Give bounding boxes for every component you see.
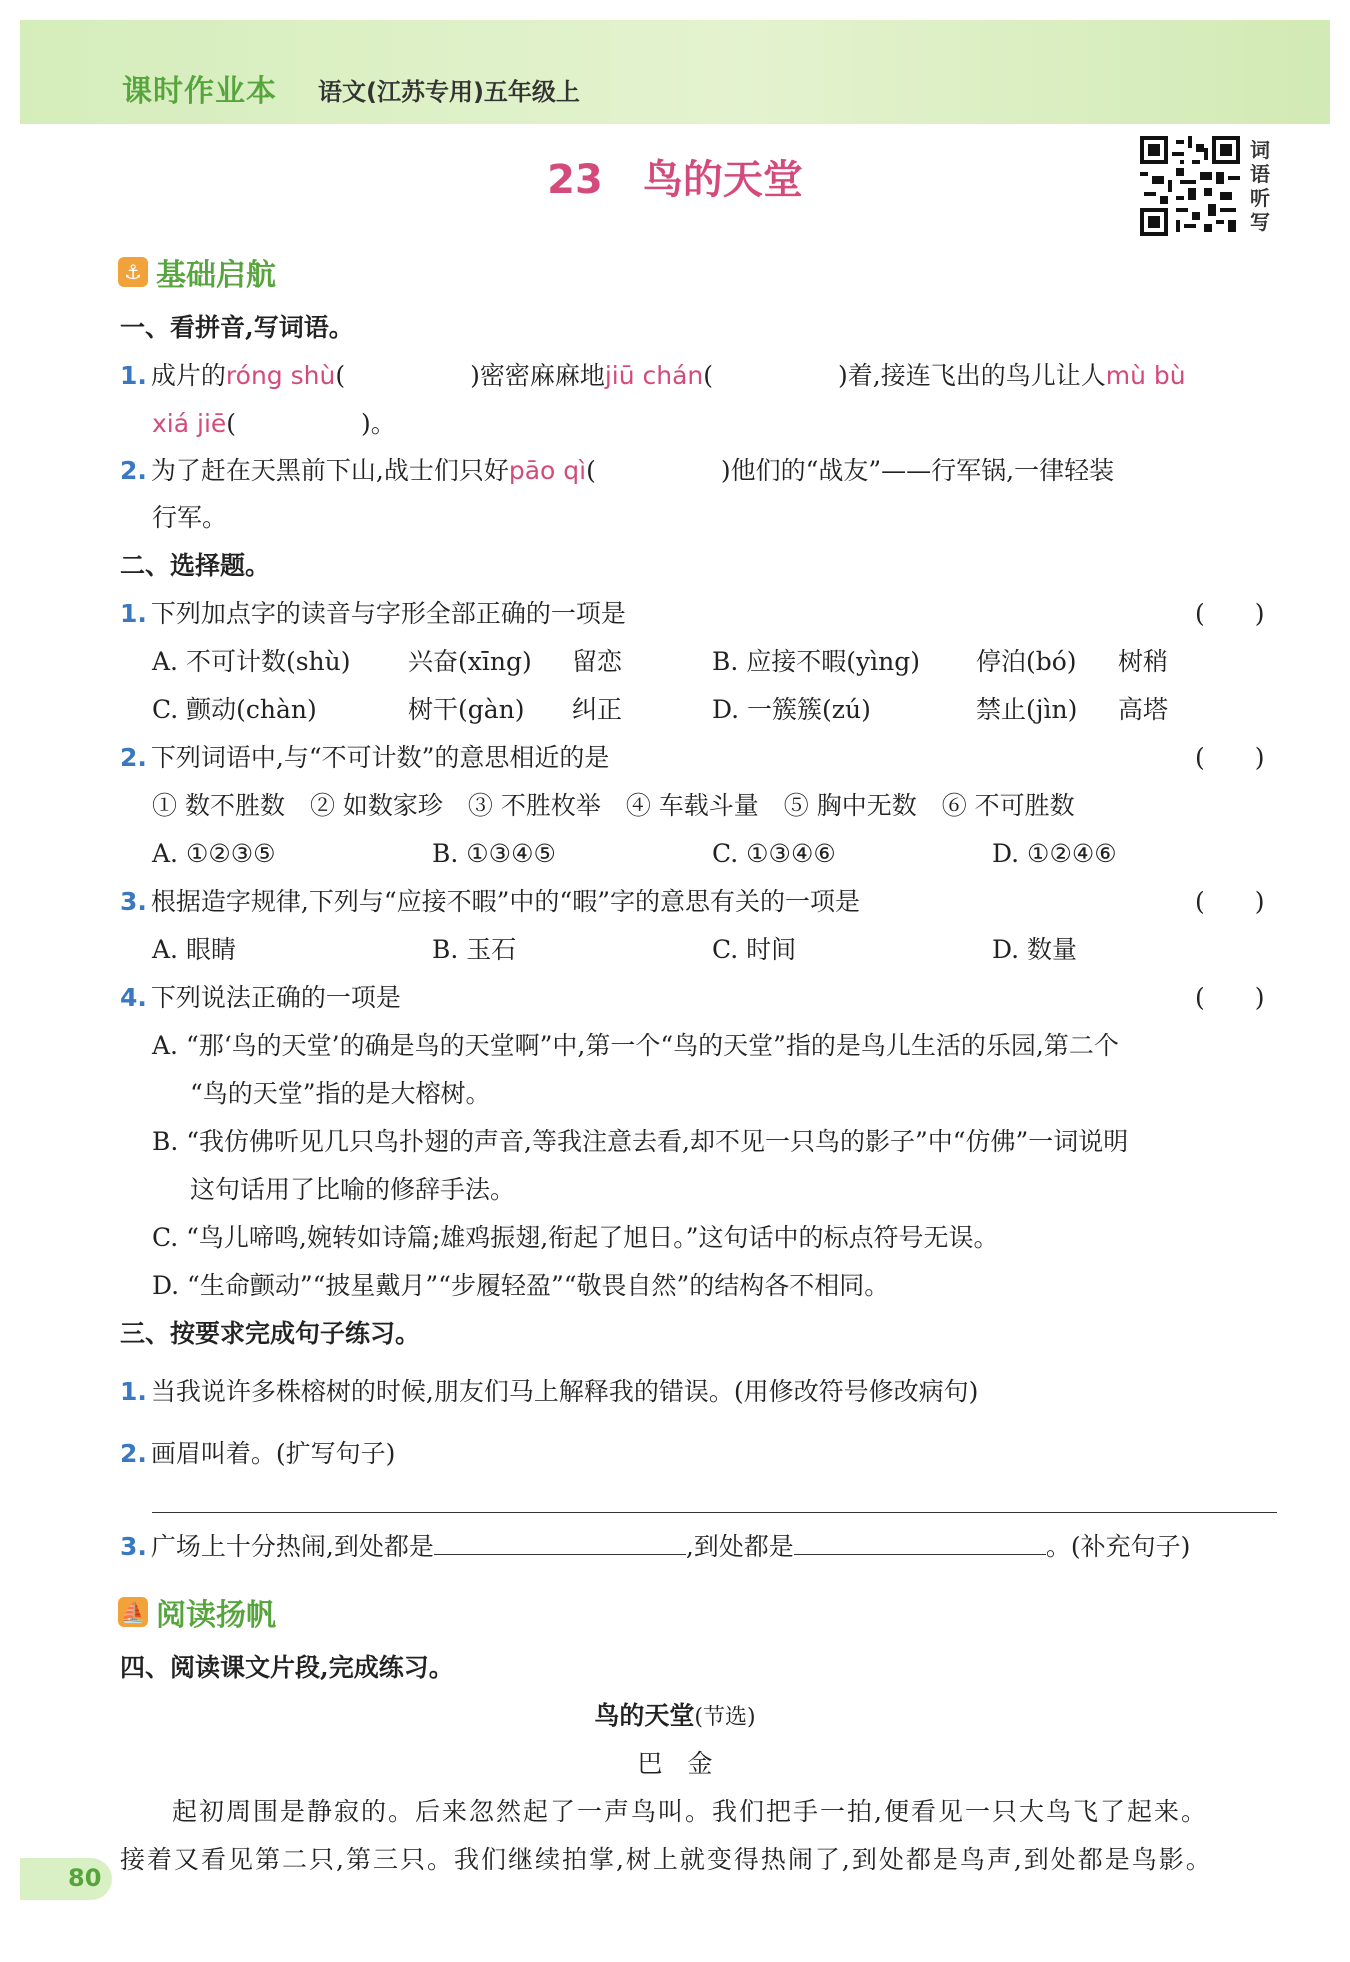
- pinyin: jiū chán: [604, 361, 704, 390]
- question-number: 2.: [120, 743, 147, 772]
- question-number: 3.: [120, 1532, 147, 1561]
- part2-q2-options: ① 数不胜数 ② 如数家珍 ③ 不胜枚举 ④ 车载斗量 ⑤ 胸中无数 ⑥ 不可胜数: [152, 791, 1075, 820]
- section-reading: [118, 1590, 276, 1634]
- option-d2: 禁止(jìn): [976, 695, 1078, 724]
- page-number: 80: [68, 1864, 102, 1892]
- option-b: B. 应接不暇(yìng): [712, 647, 920, 676]
- anchor-icon: ⚓: [118, 257, 148, 287]
- pinyin: mù bù: [1105, 361, 1186, 390]
- question-number: 4.: [120, 983, 147, 1012]
- answer-paren[interactable]: ( ): [1195, 887, 1265, 916]
- text: 画眉叫着。(扩写句子): [150, 1439, 396, 1468]
- option-c3: 纠正: [572, 695, 623, 724]
- part3-q1: [120, 1376, 978, 1408]
- question-number: 1.: [120, 599, 147, 628]
- option-a: A. ①②③⑤: [152, 839, 276, 868]
- answer-paren[interactable]: ( ): [1195, 983, 1265, 1012]
- section-basic-title: 基础启航: [156, 258, 276, 293]
- option-c: C. “鸟儿啼鸣,婉转如诗篇;雄鸡振翅,衔起了旭日。”这句话中的标点符号无误。: [152, 1223, 999, 1252]
- subject-label: 语文(江苏专用)五年级上: [318, 78, 580, 106]
- text: 鸟的天堂: [594, 1701, 695, 1730]
- question-number: 2.: [120, 1439, 147, 1468]
- pinyin: xiá jiē: [152, 409, 227, 438]
- text: 根据造字规律,下列与“应接不暇”中的“暇”字的意思有关的一项是: [150, 887, 860, 916]
- lesson-name: 鸟的天堂: [642, 157, 803, 203]
- pinyin: róng shù: [225, 361, 336, 390]
- part2-q1-stem: [120, 598, 626, 630]
- part2-q4-stem: [120, 982, 401, 1014]
- part2-q2-stem: [120, 742, 609, 774]
- text: ,到处都是: [685, 1532, 794, 1561]
- option-a: A. 眼睛: [152, 935, 236, 964]
- option-d: D. “生命颤动”“披星戴月”“步履轻盈”“敬畏自然”的结构各不相同。: [152, 1271, 890, 1300]
- fill-blank-2[interactable]: [794, 1530, 1046, 1555]
- option-b: B. 玉石: [432, 935, 517, 964]
- option-d: D. ①②④⑥: [992, 839, 1117, 868]
- passage-title: [0, 1700, 1350, 1734]
- text: ( )着,接连飞出的鸟儿让人: [703, 361, 1106, 390]
- fill-blank-1[interactable]: [434, 1530, 686, 1555]
- part4-heading: 四、阅读课文片段,完成练习。: [120, 1653, 454, 1682]
- text: 。(补充句子): [1045, 1532, 1191, 1561]
- text: ( )他们的“战友”——行军锅,一律轻装: [586, 456, 1115, 485]
- option-b: B. ①③④⑤: [432, 839, 556, 868]
- part3-q2: [120, 1438, 395, 1470]
- text: 下列说法正确的一项是: [150, 983, 401, 1012]
- text: 成片的: [150, 361, 226, 390]
- part1-q1-line2: [152, 408, 396, 440]
- option-b3: 树稍: [1118, 647, 1169, 676]
- text: 广场上十分热闹,到处都是: [150, 1532, 434, 1561]
- part1-heading: 一、看拼音,写词语。: [120, 313, 354, 342]
- part2-heading: 二、选择题。: [120, 551, 271, 580]
- question-number: 2.: [120, 456, 147, 485]
- part2-q3-stem: [120, 886, 860, 918]
- option-a: [152, 646, 351, 678]
- part1-q2-line1: [120, 455, 1114, 487]
- answer-writing-line[interactable]: [152, 1512, 1277, 1513]
- text: A. 不可计数(shù): [152, 647, 351, 676]
- option-a-line2: “鸟的天堂”指的是大榕树。: [190, 1079, 491, 1108]
- question-number: 1.: [120, 1377, 147, 1406]
- passage-paragraph-2: 接着又看见第二只,第三只。我们继续拍掌,树上就变得热闹了,到处都是鸟声,到处都是鸟影。: [120, 1845, 1213, 1874]
- qr-label: 词语听写: [1250, 138, 1270, 234]
- part3-q3: [120, 1530, 1190, 1563]
- passage-author: 巴 金: [637, 1749, 713, 1778]
- text: 当我说许多株榕树的时候,朋友们马上解释我的错误。(用修改符号修改病句): [150, 1377, 979, 1406]
- sail-icon: ⛵: [118, 1597, 148, 1627]
- option-a-line1: A. “那‘鸟的天堂’的确是鸟的天堂啊”中,第一个“鸟的天堂”指的是鸟儿生活的乐园,第二个: [152, 1031, 1119, 1060]
- question-number: 1.: [120, 361, 147, 390]
- option-c: C. 颤动(chàn): [152, 695, 317, 724]
- part1-q2-line2: 行军。: [152, 503, 228, 532]
- answer-paren[interactable]: ( ): [1195, 743, 1265, 772]
- text: ( )密密麻麻地: [335, 361, 605, 390]
- text: 下列加点字的读音与字形全部正确的一项是: [150, 599, 626, 628]
- section-basic: [118, 250, 276, 294]
- option-b-line2: 这句话用了比喻的修辞手法。: [190, 1175, 516, 1204]
- qr-code-icon[interactable]: [1140, 136, 1240, 236]
- text: ( )。: [226, 409, 396, 438]
- text: 为了赶在天黑前下山,战士们只好: [150, 456, 509, 485]
- option-b2: 停泊(bó): [976, 647, 1077, 676]
- option-c2: 树干(gàn): [408, 695, 525, 724]
- option-a3: 留恋: [572, 647, 623, 676]
- text: (节选): [694, 1705, 756, 1730]
- part3-heading: 三、按要求完成句子练习。: [120, 1319, 421, 1348]
- answer-paren[interactable]: ( ): [1195, 599, 1265, 628]
- option-d: D. 一簇簇(zú): [712, 695, 871, 724]
- lesson-number: 23: [547, 157, 603, 203]
- pinyin: pāo qì: [508, 456, 587, 485]
- question-number: 3.: [120, 887, 147, 916]
- text: 下列词语中,与“不可计数”的意思相近的是: [150, 743, 610, 772]
- option-d: D. 数量: [992, 935, 1078, 964]
- brand-title: 课时作业本: [122, 74, 277, 109]
- option-d3: 高塔: [1118, 695, 1169, 724]
- option-a2: 兴奋(xīng): [408, 647, 532, 676]
- option-b-line1: B. “我仿佛听见几只鸟扑翅的声音,等我注意去看,却不见一只鸟的影子”中“仿佛”一词说明: [152, 1127, 1129, 1156]
- section-reading-title: 阅读扬帆: [156, 1598, 276, 1633]
- option-c: C. ①③④⑥: [712, 839, 836, 868]
- part1-q1-line1: [120, 360, 1186, 392]
- passage-paragraph-1: 起初周围是静寂的。后来忽然起了一声鸟叫。我们把手一拍,便看见一只大鸟飞了起来。: [172, 1797, 1208, 1826]
- option-c: C. 时间: [712, 935, 797, 964]
